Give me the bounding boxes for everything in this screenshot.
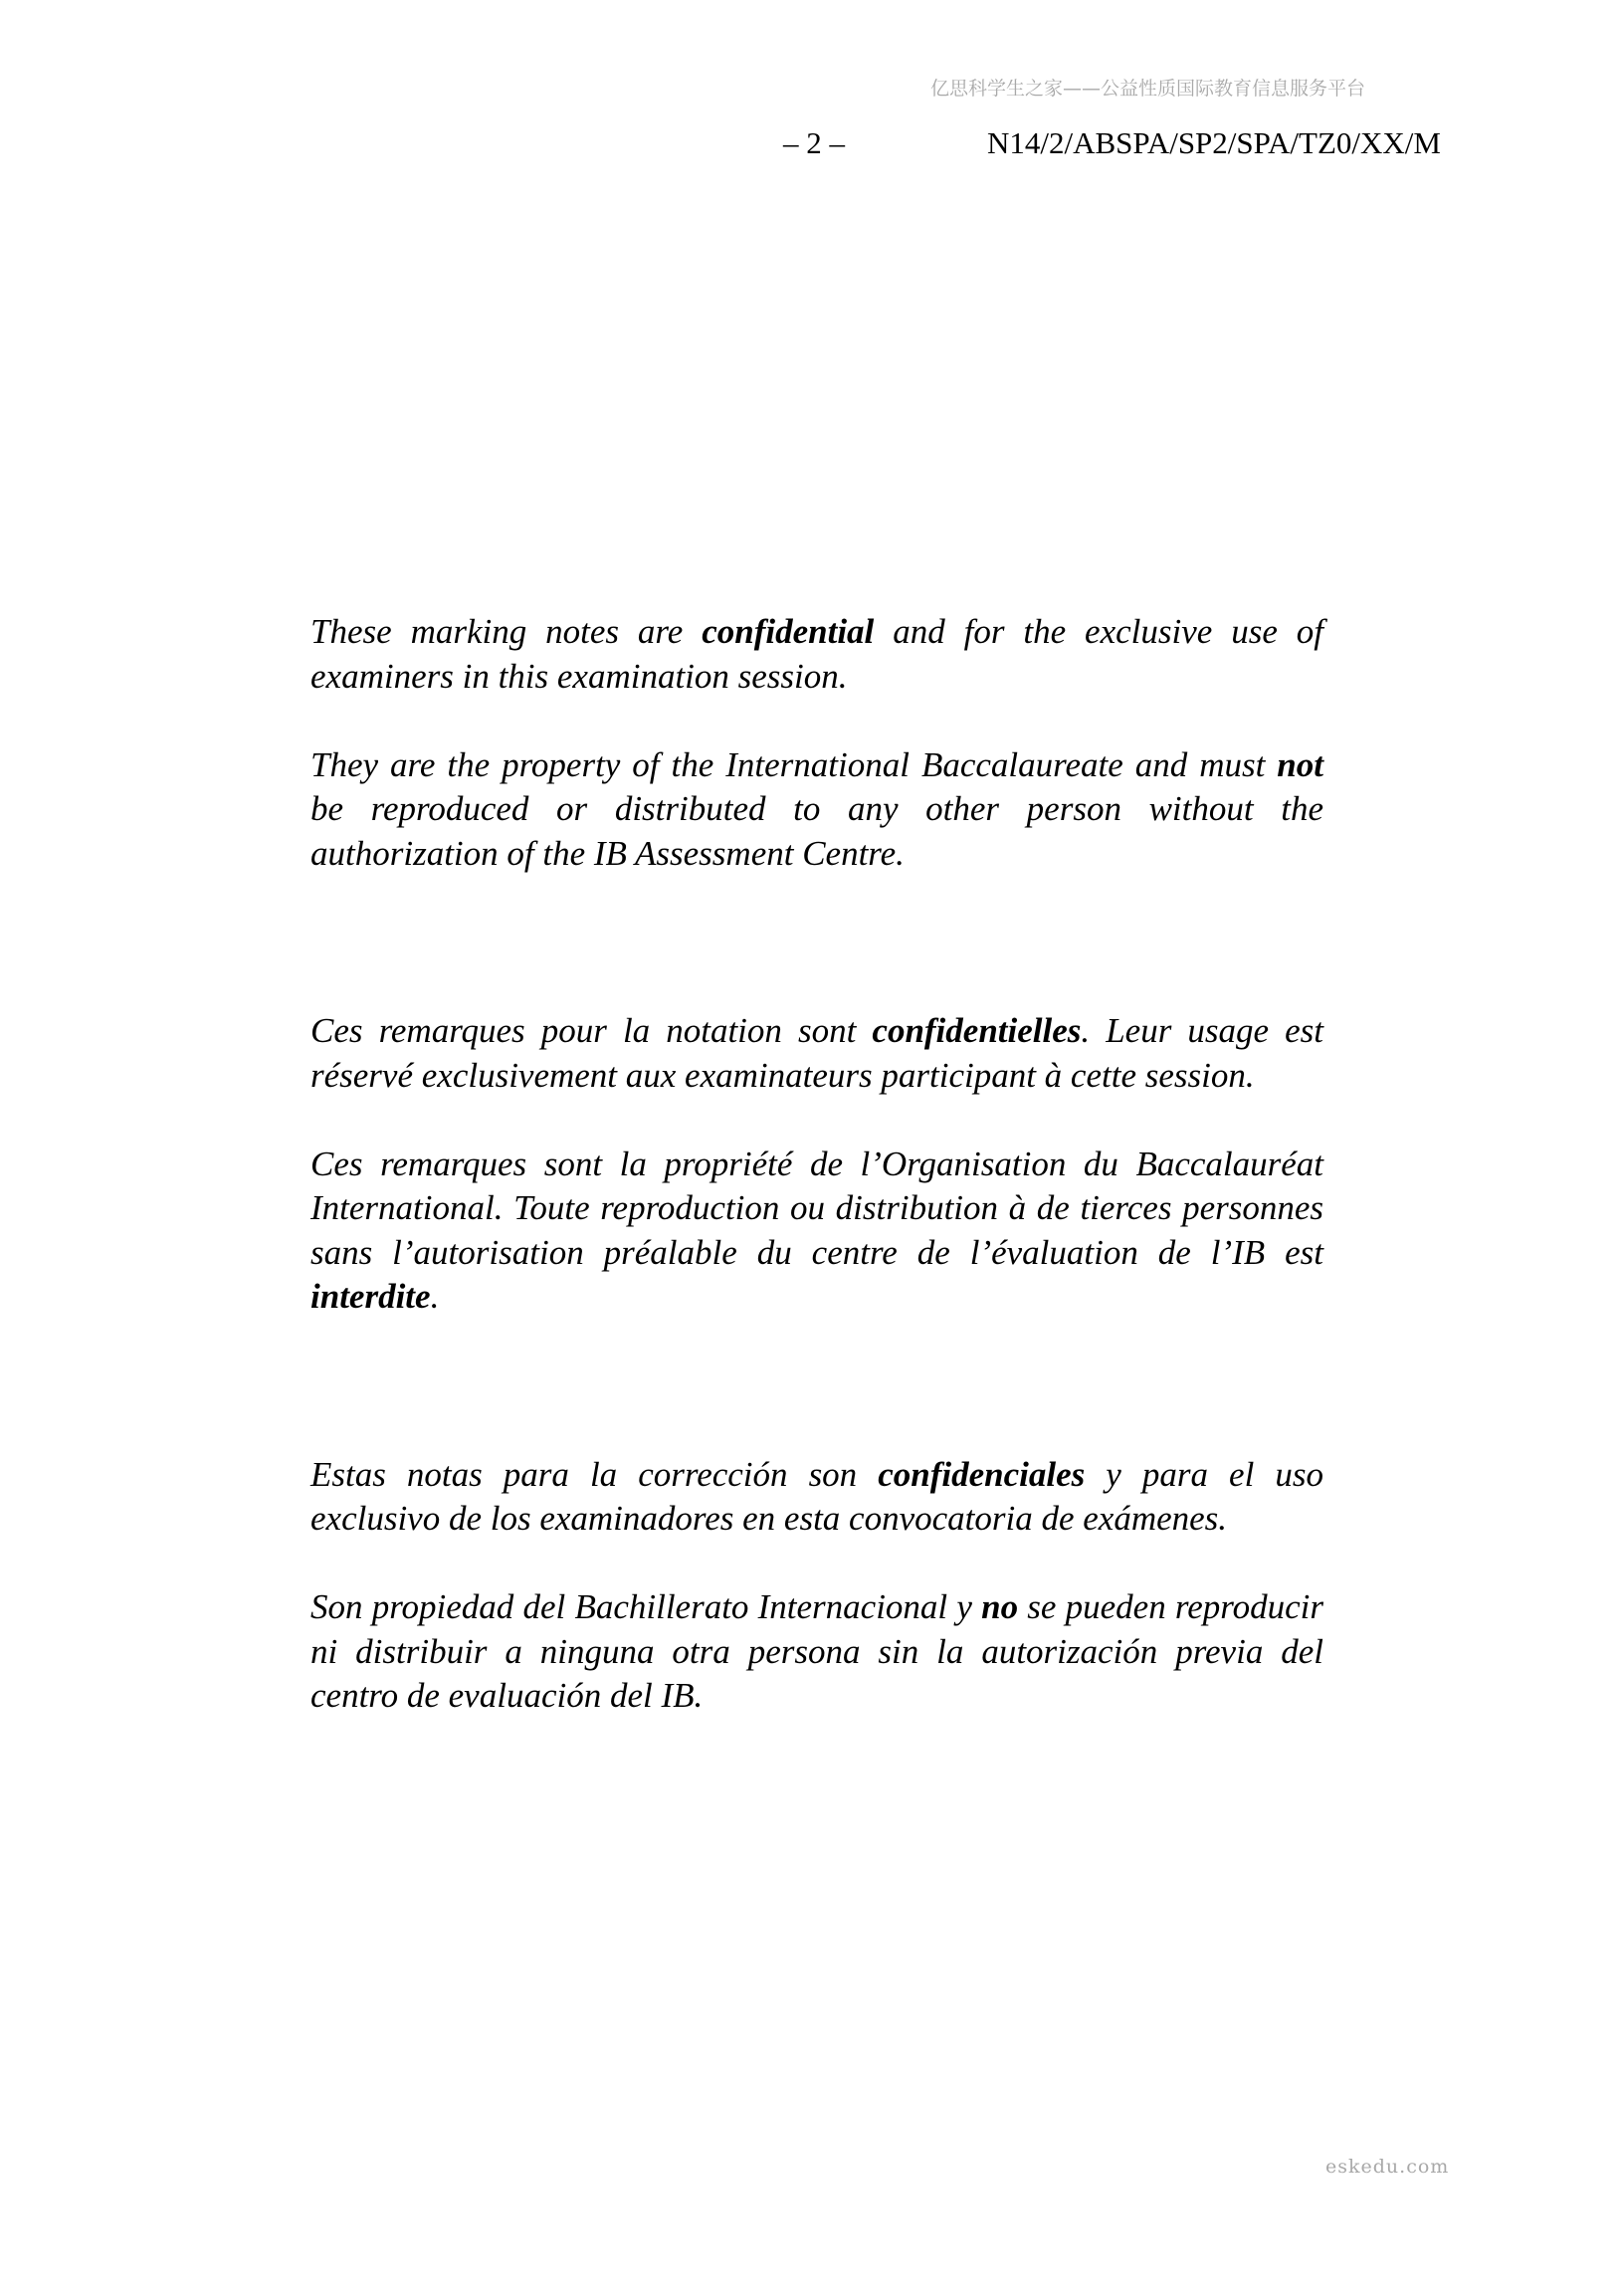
confidentiality-notice bbox=[310, 610, 1323, 1719]
emphasis-not: not bbox=[1277, 744, 1323, 784]
emphasis-no: no bbox=[981, 1587, 1019, 1626]
page-number: – 2 – bbox=[783, 125, 845, 160]
emphasis-confidenciales: confidenciales bbox=[878, 1454, 1086, 1494]
spanish-paragraph-2: Son propiedad del Bachillerato Internacional y no se pueden reproducir ni distribuir a ninguna otra persona sin la autorización previa del centro de evaluación del IB. bbox=[310, 1587, 1323, 1715]
english-paragraph-2: They are the property of the International Baccalaureate and must not be reproduced or distributed to any other person without the authorization of the IB Assessment Centre. bbox=[310, 744, 1323, 873]
emphasis-confidential: confidential bbox=[702, 612, 875, 651]
watermark-top: 亿思科学生之家——公益性质国际教育信息服务平台 bbox=[930, 78, 1366, 100]
document-code: N14/2/ABSPA/SP2/SPA/TZ0/XX/M bbox=[987, 125, 1441, 160]
page-header bbox=[0, 125, 1623, 169]
english-paragraph-1: These marking notes are confidential and for the exclusive use of examiners in this examination session. bbox=[310, 612, 1324, 696]
french-paragraph-2: Ces remarques sont la propriété de l’Organisation du Baccalauréat International. Toute reproduction ou distribution à de tierces personnes sans l’autorisation préalable du centre de l’évaluation de l’IB est interdite. bbox=[310, 1144, 1323, 1316]
watermark-bottom: eskedu.com bbox=[1325, 2156, 1450, 2178]
french-paragraph-1: Ces remarques pour la notation sont confidentielles. Leur usage est réservé exclusivement aux examinateurs participant à cette session. bbox=[310, 1011, 1323, 1095]
emphasis-confidentielles: confidentielles bbox=[872, 1011, 1082, 1050]
emphasis-interdite: interdite bbox=[310, 1277, 431, 1316]
spanish-paragraph-1: Estas notas para la corrección son confidenciales y para el uso exclusivo de los examinadores en esta convocatoria de exámenes. bbox=[310, 1454, 1323, 1538]
